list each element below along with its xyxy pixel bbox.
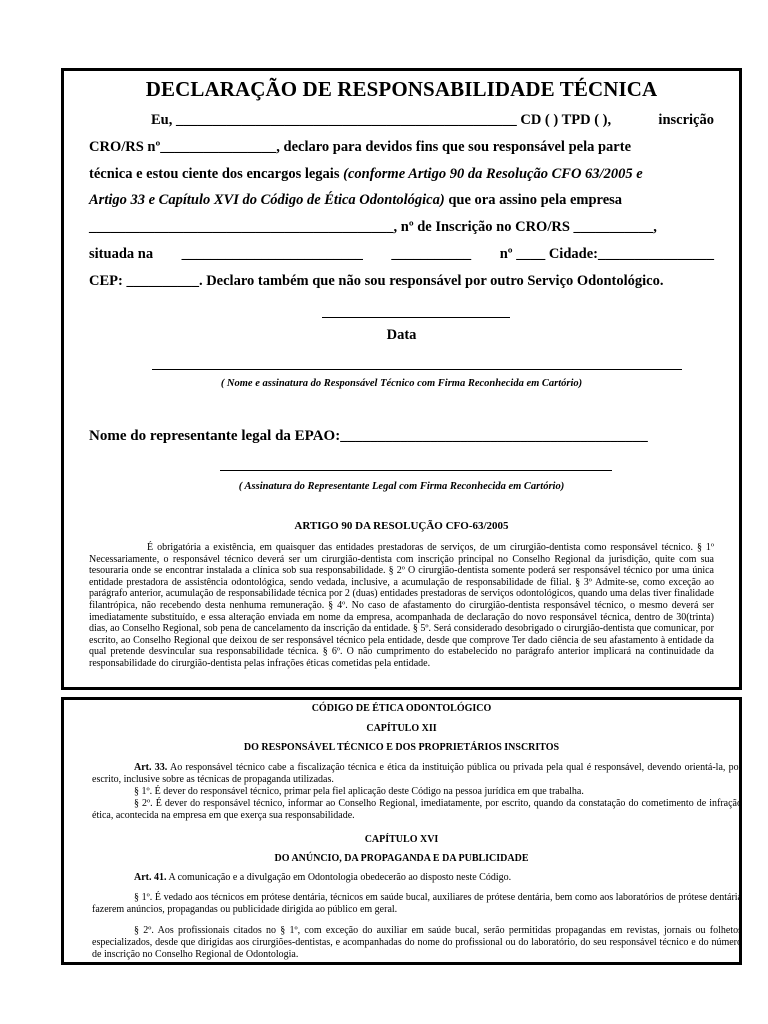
declaration-line-6-a: situada na xyxy=(89,246,154,262)
chapter-16-title: DO ANÚNCIO, DA PROPAGANDA E DA PUBLICIDADE xyxy=(274,853,529,864)
declaration-line-5: __________________________________________, nº de Inscrição no CRO/RS ___________, xyxy=(89,219,657,235)
date-line xyxy=(322,317,510,318)
declaration-line-6-c: ___________ xyxy=(391,246,472,262)
declaration-line-1-right: inscrição xyxy=(658,112,714,128)
art-41-label: Art. 41. xyxy=(134,872,167,883)
article-text: É obrigatória a existência, em quaisquer das entidades prestadoras de serviços, de um cirurgião-dentista como responsável técnico. § 1º Necessariamente, o responsável técnico deverá ser um cirurgião-dentista com inscrição principal no Conselho Regional da jurisdição, quite com sua tesouraria onde se encontrar instalada a clínica sob sua responsabilidade. § 2º O cirurgião-dentista somente poderá ser responsável técnico por uma única entidade prestadora de assistência odontológica, sendo vedada, inclusive, a acumulação de responsabilidade de filial. § 3º Admite-se, como exceção ao parágrafo anterior, acumulação de responsabilidade técnica por 2 (duas) entidades prestadoras de serviços odontológicos, quando uma delas tiver finalidade filantrópica, não recebendo desta nenhuma remuneração. § 4º. No caso de afastamento do cirurgião-dentista responsável técnico, o mesmo deverá ser imediatamente substituído, e essa alteração enviada em nome da empresa, acompanhada de declaração do novo responsável técnica, dentro de 30(trinta) dias, ao Conselho Regional, sob pena de cancelamento da inscrição da entidade. § 5º. Será considerado desobrigado o cirurgião-dentista que comunicar, por escrito, ao Conselho Regional que deixou de ser responsável técnico pela entidade, desde que comprove Ter dado ciência de seu afastamento à entidade da qual pretende desvincular sua responsabilidade técnica. § 6º. O não cumprimento do estabelecido no parágrafo anterior implicará na continuidade da responsabilidade do cirurgião-dentista pelas infrações éticas cometidas pela entidade. xyxy=(89,542,714,669)
code-box xyxy=(61,697,742,965)
article-title: ARTIGO 90 DA RESOLUÇÃO CFO-63/2005 xyxy=(294,520,509,532)
art-33 xyxy=(92,762,742,786)
declaration-line-6 xyxy=(89,246,714,263)
declaration-line-6-b: _________________________ xyxy=(181,246,363,262)
signature-line-technical xyxy=(152,369,682,370)
caption-technical: ( Nome e assinatura do Responsável Técnico com Firma Reconhecida em Cartório) xyxy=(220,378,583,389)
declaration-line-4 xyxy=(89,192,714,209)
chapter-12: CAPÍTULO XII xyxy=(366,723,437,734)
declaration-line-7: CEP: __________. Declaro também que não sou responsável por outro Serviço Odontológico. xyxy=(89,273,664,289)
chapter-16: CAPÍTULO XVI xyxy=(364,834,439,845)
code-title: CÓDIGO DE ÉTICA ODONTOLÓGICO xyxy=(311,703,492,714)
art-41 xyxy=(92,872,742,884)
chapter-12-title: DO RESPONSÁVEL TÉCNICO E DOS PROPRIETÁRIOS INSCRITOS xyxy=(243,742,560,753)
art-41-p2: § 2º. Aos profissionais citados no § 1º, com exceção do auxiliar em saúde bucal, serão permitidas propagandas em revistas, jornais ou folhetos especializados, desde que dirigidas aos cirurgiões-dentistas, e acompanhadas do nome do profissional ou do laboratório, do seu responsável técnico e do número de inscrição no Conselho Regional de Odontologia. xyxy=(92,925,742,961)
declaration-line-4-text: que ora assino pela empresa xyxy=(444,192,623,208)
art-33-label: Art. 33. xyxy=(134,762,168,773)
declaration-line-1-left: Eu, _______________________________________________ CD ( ) TPD ( ), xyxy=(151,112,612,128)
declaration-line-1 xyxy=(89,112,714,129)
art-33-p1: § 1º. É dever do responsável técnico, primar pela fiel aplicação deste Código na pessoa jurídica em que trabalha. xyxy=(134,786,584,797)
declaration-line-3-italic: (conforme Artigo 90 da Resolução CFO 63/2005 e xyxy=(343,166,643,182)
art-41-p1: § 1º. É vedado aos técnicos em prótese dentária, técnicos em saúde bucal, auxiliares de prótese dentária, bem como aos laboratórios de prótese dentária fazerem anúncios, propagandas ou publicidade dirigida ao público em geral. xyxy=(92,892,742,916)
rep-label: Nome do representante legal da EPAO:_________________________________________ xyxy=(89,428,648,444)
art-33-text: Ao responsável técnico cabe a fiscalização técnica e ética da instituição pública ou privada pela qual é responsável, devendo orientá-la, por escrito, inclusive sobre as técnicas de propaganda utilizadas. xyxy=(92,762,742,786)
signature-line-representative xyxy=(220,470,612,471)
declaration-box xyxy=(61,68,742,690)
declaration-line-4-italic: Artigo 33 e Capítulo XVI do Código de Ética Odontológica) xyxy=(89,192,445,208)
declaration-line-2: CRO/RS nº________________, declaro para devidos fins que sou responsável pela parte xyxy=(89,139,632,155)
caption-representative: ( Assinatura do Representante Legal com Firma Reconhecida em Cartório) xyxy=(238,481,565,492)
declaration-line-6-d: nº ____ Cidade:________________ xyxy=(499,246,714,262)
declaration-line-3-text: técnica e estou ciente dos encargos legais xyxy=(89,166,344,182)
art-33-p2: § 2º. É dever do responsável técnico, informar ao Conselho Regional, imediatamente, por escrito, quando da constatação do cometimento de infração ética, acontecida na empresa em que exerça sua responsabilidade. xyxy=(92,798,742,822)
date-label: Data xyxy=(386,327,417,343)
declaration-title: DECLARAÇÃO DE RESPONSABILIDADE TÉCNICA xyxy=(145,77,658,101)
art-41-text: A comunicação e a divulgação em Odontologia obedecerão ao disposto neste Código. xyxy=(166,872,512,883)
declaration-line-3 xyxy=(89,166,714,183)
